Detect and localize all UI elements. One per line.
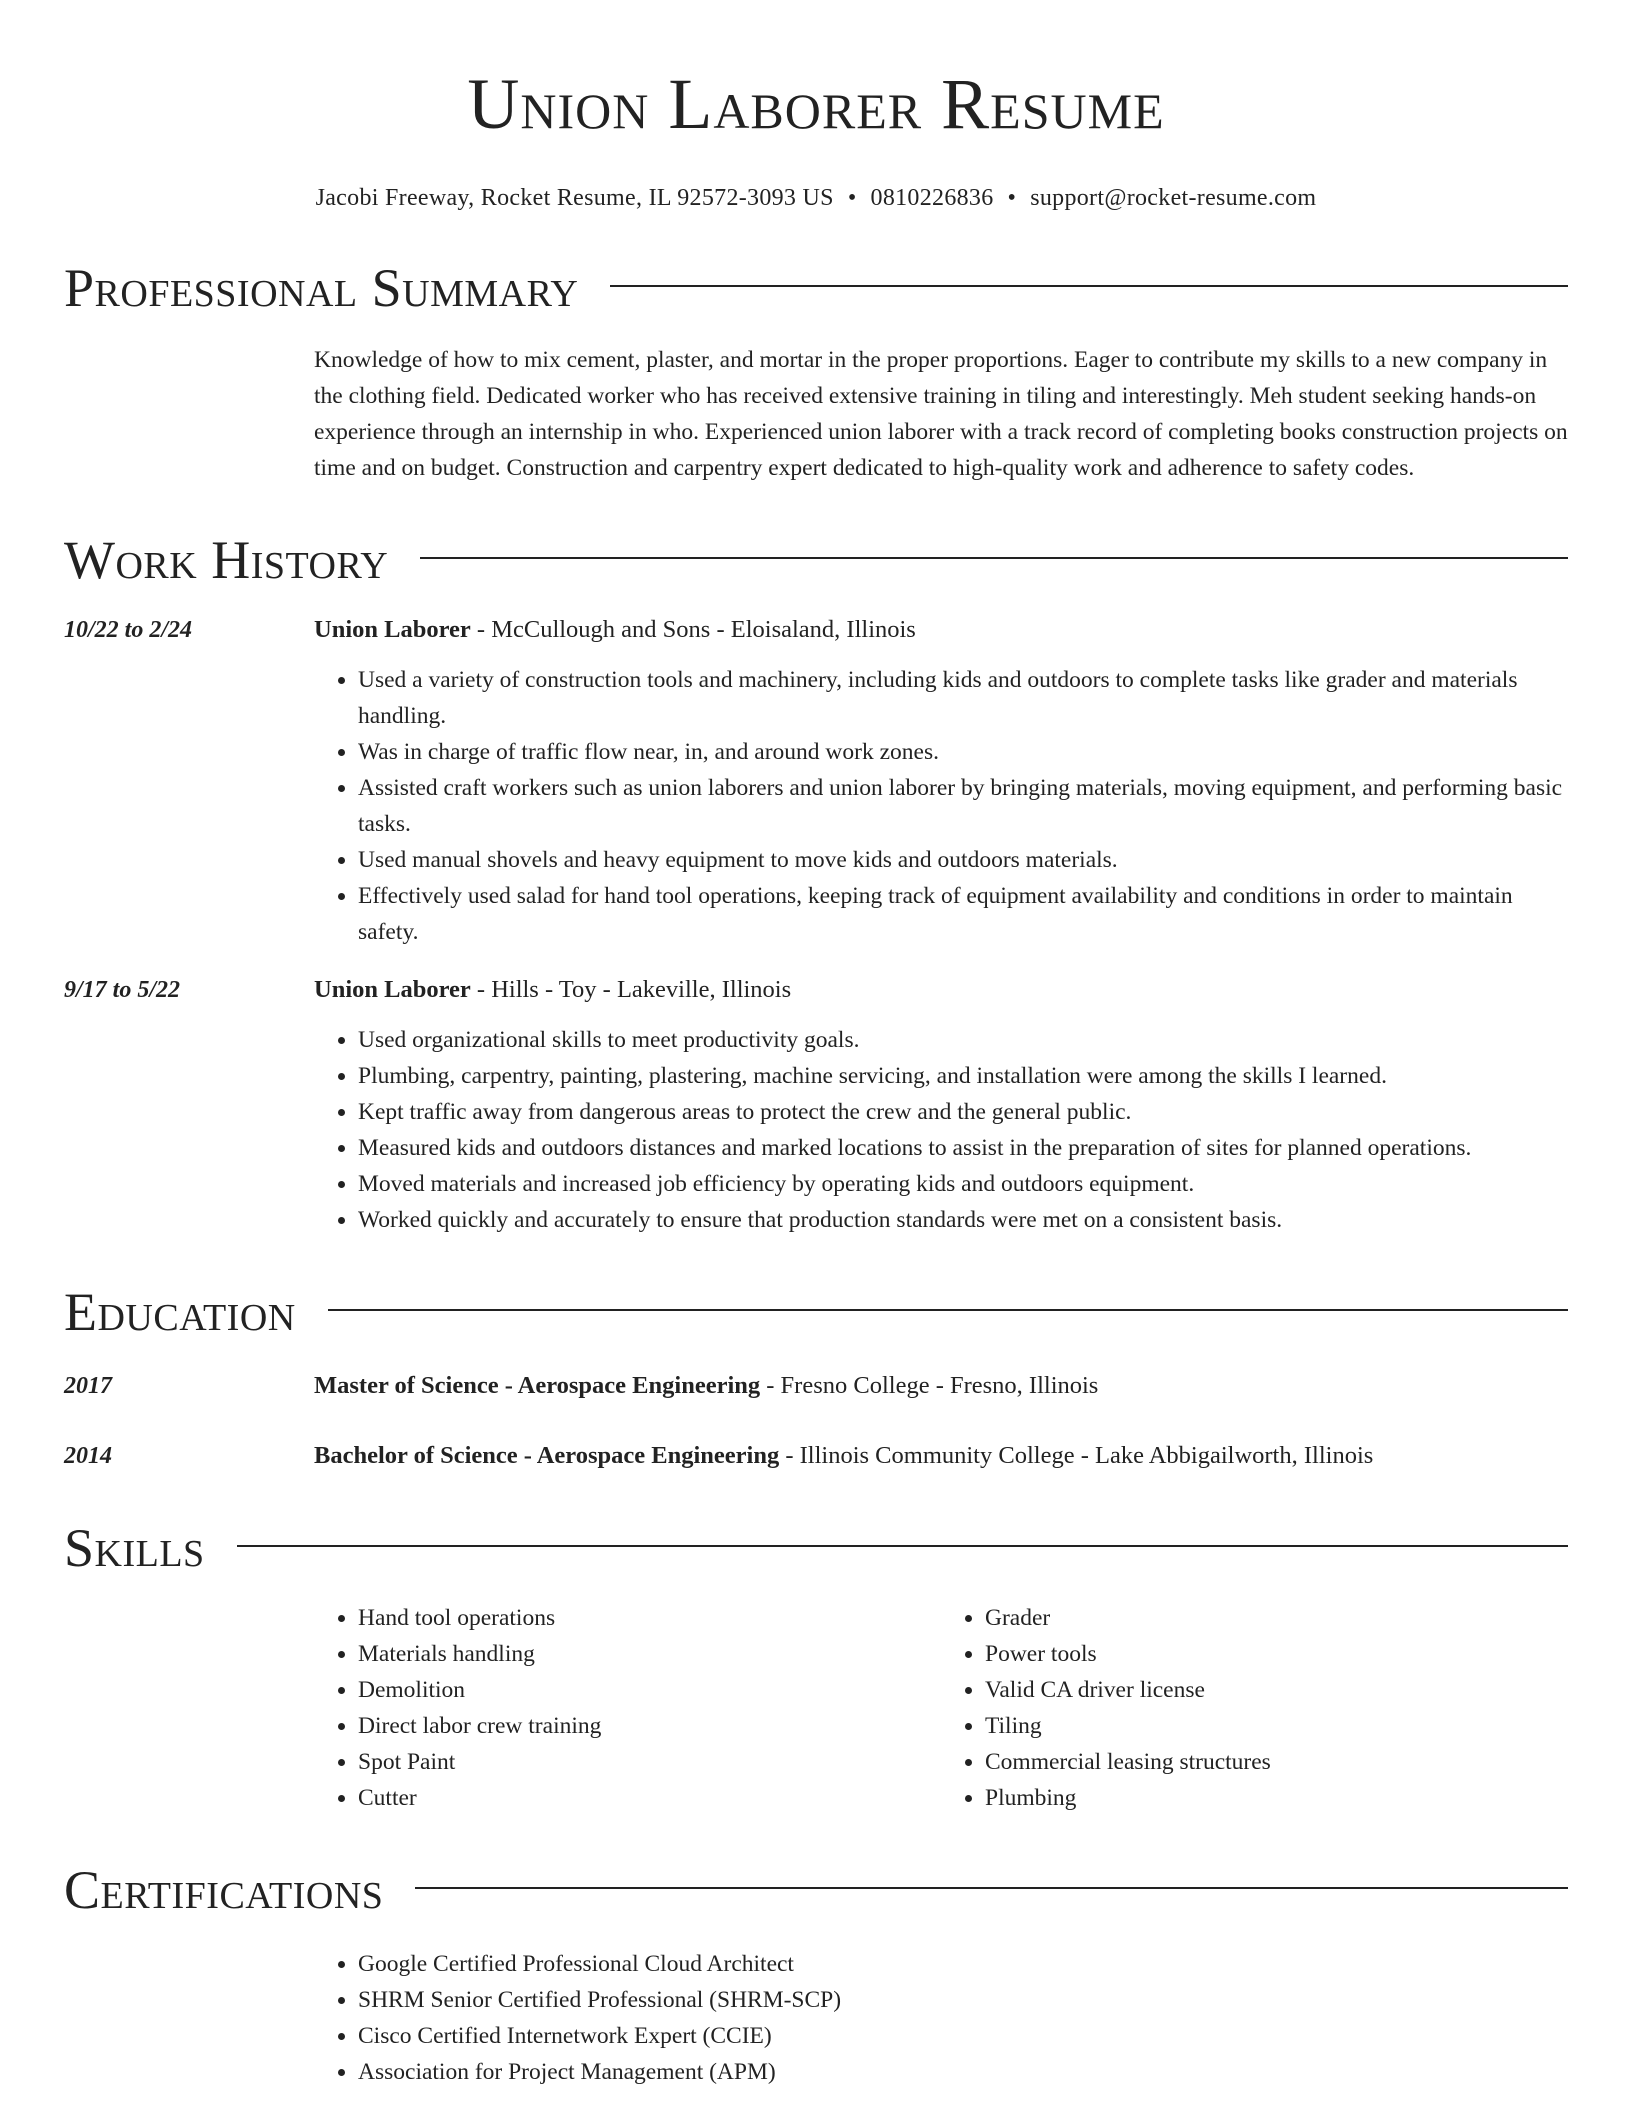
section-divider (610, 285, 1568, 287)
list-item: • Google Certified Professional Cloud Architect (358, 1946, 1568, 1982)
list-item: • Valid CA driver license (985, 1672, 1568, 1708)
education-school: - Illinois Community College - Lake Abbigailworth, Illinois (779, 1442, 1374, 1469)
contact-address: Jacobi Freeway, Rocket Resume, IL 92572-3093 US (315, 185, 834, 211)
section-title-summary: Professional Summary (64, 258, 579, 318)
job-header (64, 972, 1568, 1008)
education-line (314, 1438, 1373, 1474)
list-item: • Cutter (358, 1780, 941, 1816)
job-dates: 10/22 to 2/24 (64, 617, 193, 643)
job-entry (64, 612, 1568, 950)
job-title-line (314, 972, 791, 1008)
list-item: • Direct labor crew training (358, 1708, 941, 1744)
section-header-education (64, 1282, 1568, 1342)
education-year: 2017 (64, 1373, 112, 1399)
contact-line (64, 182, 1568, 214)
list-item: • Power tools (985, 1636, 1568, 1672)
skills-list-left (314, 1600, 941, 1816)
section-header-certifications (64, 1860, 1568, 1920)
education-school: - Fresno College - Fresno, Illinois (760, 1372, 1099, 1399)
job-employer: - McCullough and Sons - Eloisaland, Illinois (470, 616, 916, 643)
job-bullet-list (314, 1022, 1568, 1238)
contact-separator: • (847, 185, 857, 211)
section-divider (237, 1545, 1568, 1547)
resume-title: Union Laborer Resume (467, 64, 1165, 144)
job-title: Union Laborer (314, 976, 471, 1003)
section-header-summary (64, 258, 1568, 318)
job-employer: - Hills - Toy - Lakeville, Illinois (470, 976, 792, 1003)
list-item: • Kept traffic away from dangerous areas to protect the crew and the general public. (358, 1094, 1568, 1130)
skills-list-right (941, 1600, 1568, 1816)
job-title-line (314, 612, 916, 648)
list-item: • Plumbing (985, 1780, 1568, 1816)
list-item: • Effectively used salad for hand tool operations, keeping track of equipment availability and conditions in order to maintain safety. (358, 878, 1568, 950)
contact-phone: 0810226836 (870, 185, 994, 211)
contact-email: support@rocket-resume.com (1030, 185, 1317, 211)
education-year: 2014 (64, 1443, 112, 1469)
list-item: • Grader (985, 1600, 1568, 1636)
list-item: • Moved materials and increased job efficiency by operating kids and outdoors equipment. (358, 1166, 1568, 1202)
list-item: • Commercial leasing structures (985, 1744, 1568, 1780)
section-title-certifications: Certifications (64, 1860, 384, 1920)
list-item: • Materials handling (358, 1636, 941, 1672)
list-item: • Worked quickly and accurately to ensure that production standards were met on a consistent basis. (358, 1202, 1568, 1238)
list-item: • Association for Project Management (APM) (358, 2054, 1568, 2090)
list-item: • Spot Paint (358, 1744, 941, 1780)
summary-text: Knowledge of how to mix cement, plaster, and mortar in the proper proportions. Eager to contribute my skills to a new company in the clothing field. Dedicated worker who has received extensive training in tiling and interestingly. Meh student seeking hands-on experience through an internship in who. Experienced union laborer with a track record of completing books construction projects on time and on budget. Construction and carpentry expert dedicated to high-quality work and adherence to safety codes. (314, 347, 1568, 481)
job-dates: 9/17 to 5/22 (64, 977, 181, 1003)
section-title-skills: Skills (64, 1518, 205, 1578)
skills-columns (314, 1600, 1568, 1816)
education-degree: Bachelor of Science - Aerospace Engineering (314, 1442, 780, 1469)
certifications-list (314, 1946, 1568, 2090)
list-item: • Cisco Certified Internetwork Expert (CCIE) (358, 2018, 1568, 2054)
section-header-skills (64, 1518, 1568, 1578)
section-header-work-history (64, 530, 1568, 590)
education-entry (64, 1438, 1568, 1474)
job-bullet-list (314, 662, 1568, 950)
education-line (314, 1368, 1098, 1404)
section-divider (415, 1887, 1568, 1889)
list-item: • Tiling (985, 1708, 1568, 1744)
list-item: • Plumbing, carpentry, painting, plastering, machine servicing, and installation were among the skills I learned. (358, 1058, 1568, 1094)
list-item: • Was in charge of traffic flow near, in, and around work zones. (358, 734, 1568, 770)
list-item: • Used organizational skills to meet productivity goals. (358, 1022, 1568, 1058)
list-item: • Demolition (358, 1672, 941, 1708)
job-title: Union Laborer (314, 616, 471, 643)
section-title-education: Education (64, 1282, 296, 1342)
list-item: • Assisted craft workers such as union laborers and union laborer by bringing materials, moving equipment, and performing basic tasks. (358, 770, 1568, 842)
job-entry (64, 972, 1568, 1238)
education-degree: Master of Science - Aerospace Engineering (314, 1372, 761, 1399)
section-divider (328, 1309, 1568, 1311)
section-title-work-history: Work History (64, 530, 389, 590)
list-item: • Used a variety of construction tools and machinery, including kids and outdoors to complete tasks like grader and materials handling. (358, 662, 1568, 734)
education-entry (64, 1368, 1568, 1404)
list-item: • SHRM Senior Certified Professional (SHRM-SCP) (358, 1982, 1568, 2018)
list-item: • Measured kids and outdoors distances and marked locations to assist in the preparation of sites for planned operations. (358, 1130, 1568, 1166)
certifications-block (314, 1946, 1568, 2090)
section-divider (420, 557, 1568, 559)
contact-separator: • (1007, 185, 1017, 211)
list-item: • Hand tool operations (358, 1600, 941, 1636)
job-header (64, 612, 1568, 648)
list-item: • Used manual shovels and heavy equipment to move kids and outdoors materials. (358, 842, 1568, 878)
